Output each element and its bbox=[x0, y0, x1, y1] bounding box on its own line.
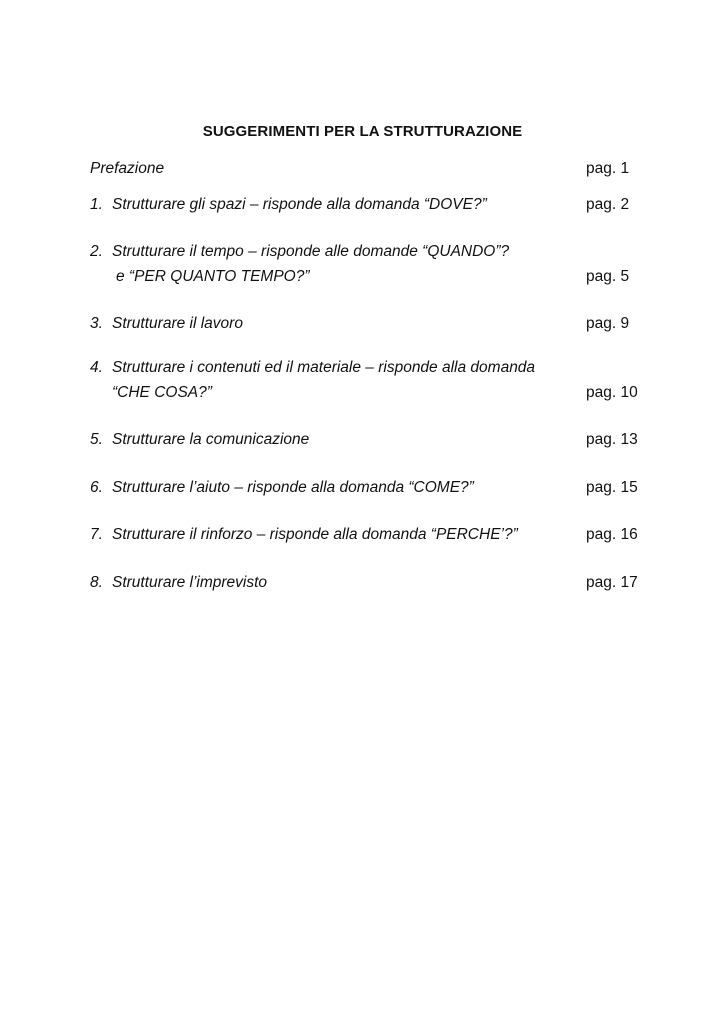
toc-entry-4-continuation: “CHE COSA?” bbox=[112, 384, 212, 401]
toc-entry-text: Strutturare il tempo – risponde alle domande “QUANDO”? bbox=[112, 243, 510, 260]
toc-page-number: pag. 13 bbox=[586, 431, 638, 448]
toc-entry-5 bbox=[90, 431, 309, 449]
toc-entry-2-continuation: e “PER QUANTO TEMPO?” bbox=[116, 268, 310, 285]
toc-entry-text: Strutturare la comunicazione bbox=[112, 431, 310, 448]
toc-entry-number: 2. bbox=[90, 243, 103, 260]
toc-entry-text: Strutturare il lavoro bbox=[112, 315, 243, 332]
toc-page-number: pag. 9 bbox=[586, 315, 630, 332]
toc-entry-text: Strutturare gli spazi – risponde alla domanda “DOVE?” bbox=[112, 196, 487, 213]
toc-entry-text: Strutturare l’imprevisto bbox=[112, 574, 268, 591]
toc-page-number: pag. 15 bbox=[586, 479, 638, 496]
toc-entry-number: 5. bbox=[90, 431, 103, 448]
toc-entry-6 bbox=[90, 479, 474, 497]
toc-page-number: pag. 2 bbox=[586, 196, 630, 213]
toc-page-number: pag. 10 bbox=[586, 384, 638, 401]
toc-entry-number: 4. bbox=[90, 359, 103, 376]
toc-page-number: pag. 5 bbox=[586, 268, 630, 285]
toc-entry-8 bbox=[90, 574, 267, 592]
toc-entry-2 bbox=[90, 243, 509, 261]
toc-entry-1 bbox=[90, 196, 487, 214]
toc-entry-number: 6. bbox=[90, 479, 103, 496]
toc-entry-number: 3. bbox=[90, 315, 103, 332]
toc-entry-text: Strutturare i contenuti ed il materiale – risponde alla domanda bbox=[112, 359, 536, 376]
toc-entry-text: Strutturare il rinforzo – risponde alla domanda “PERCHE’?” bbox=[112, 526, 518, 543]
toc-page-number: pag. 16 bbox=[586, 526, 638, 543]
toc-page-number: pag. 1 bbox=[586, 160, 630, 177]
toc-entry-7 bbox=[90, 526, 518, 544]
toc-entry-4 bbox=[90, 359, 535, 377]
toc-entry-prefazione bbox=[90, 160, 164, 178]
toc-page-number: pag. 17 bbox=[586, 574, 638, 591]
toc-entry-3 bbox=[90, 315, 243, 333]
document-title: SUGGERIMENTI PER LA STRUTTURAZIONE bbox=[202, 123, 523, 140]
toc-entry-text: Prefazione bbox=[90, 160, 165, 177]
toc-entry-text: Strutturare l’aiuto – risponde alla domanda “COME?” bbox=[112, 479, 474, 496]
toc-entry-number: 1. bbox=[90, 196, 103, 213]
toc-entry-number: 7. bbox=[90, 526, 103, 543]
toc-entry-number: 8. bbox=[90, 574, 103, 591]
